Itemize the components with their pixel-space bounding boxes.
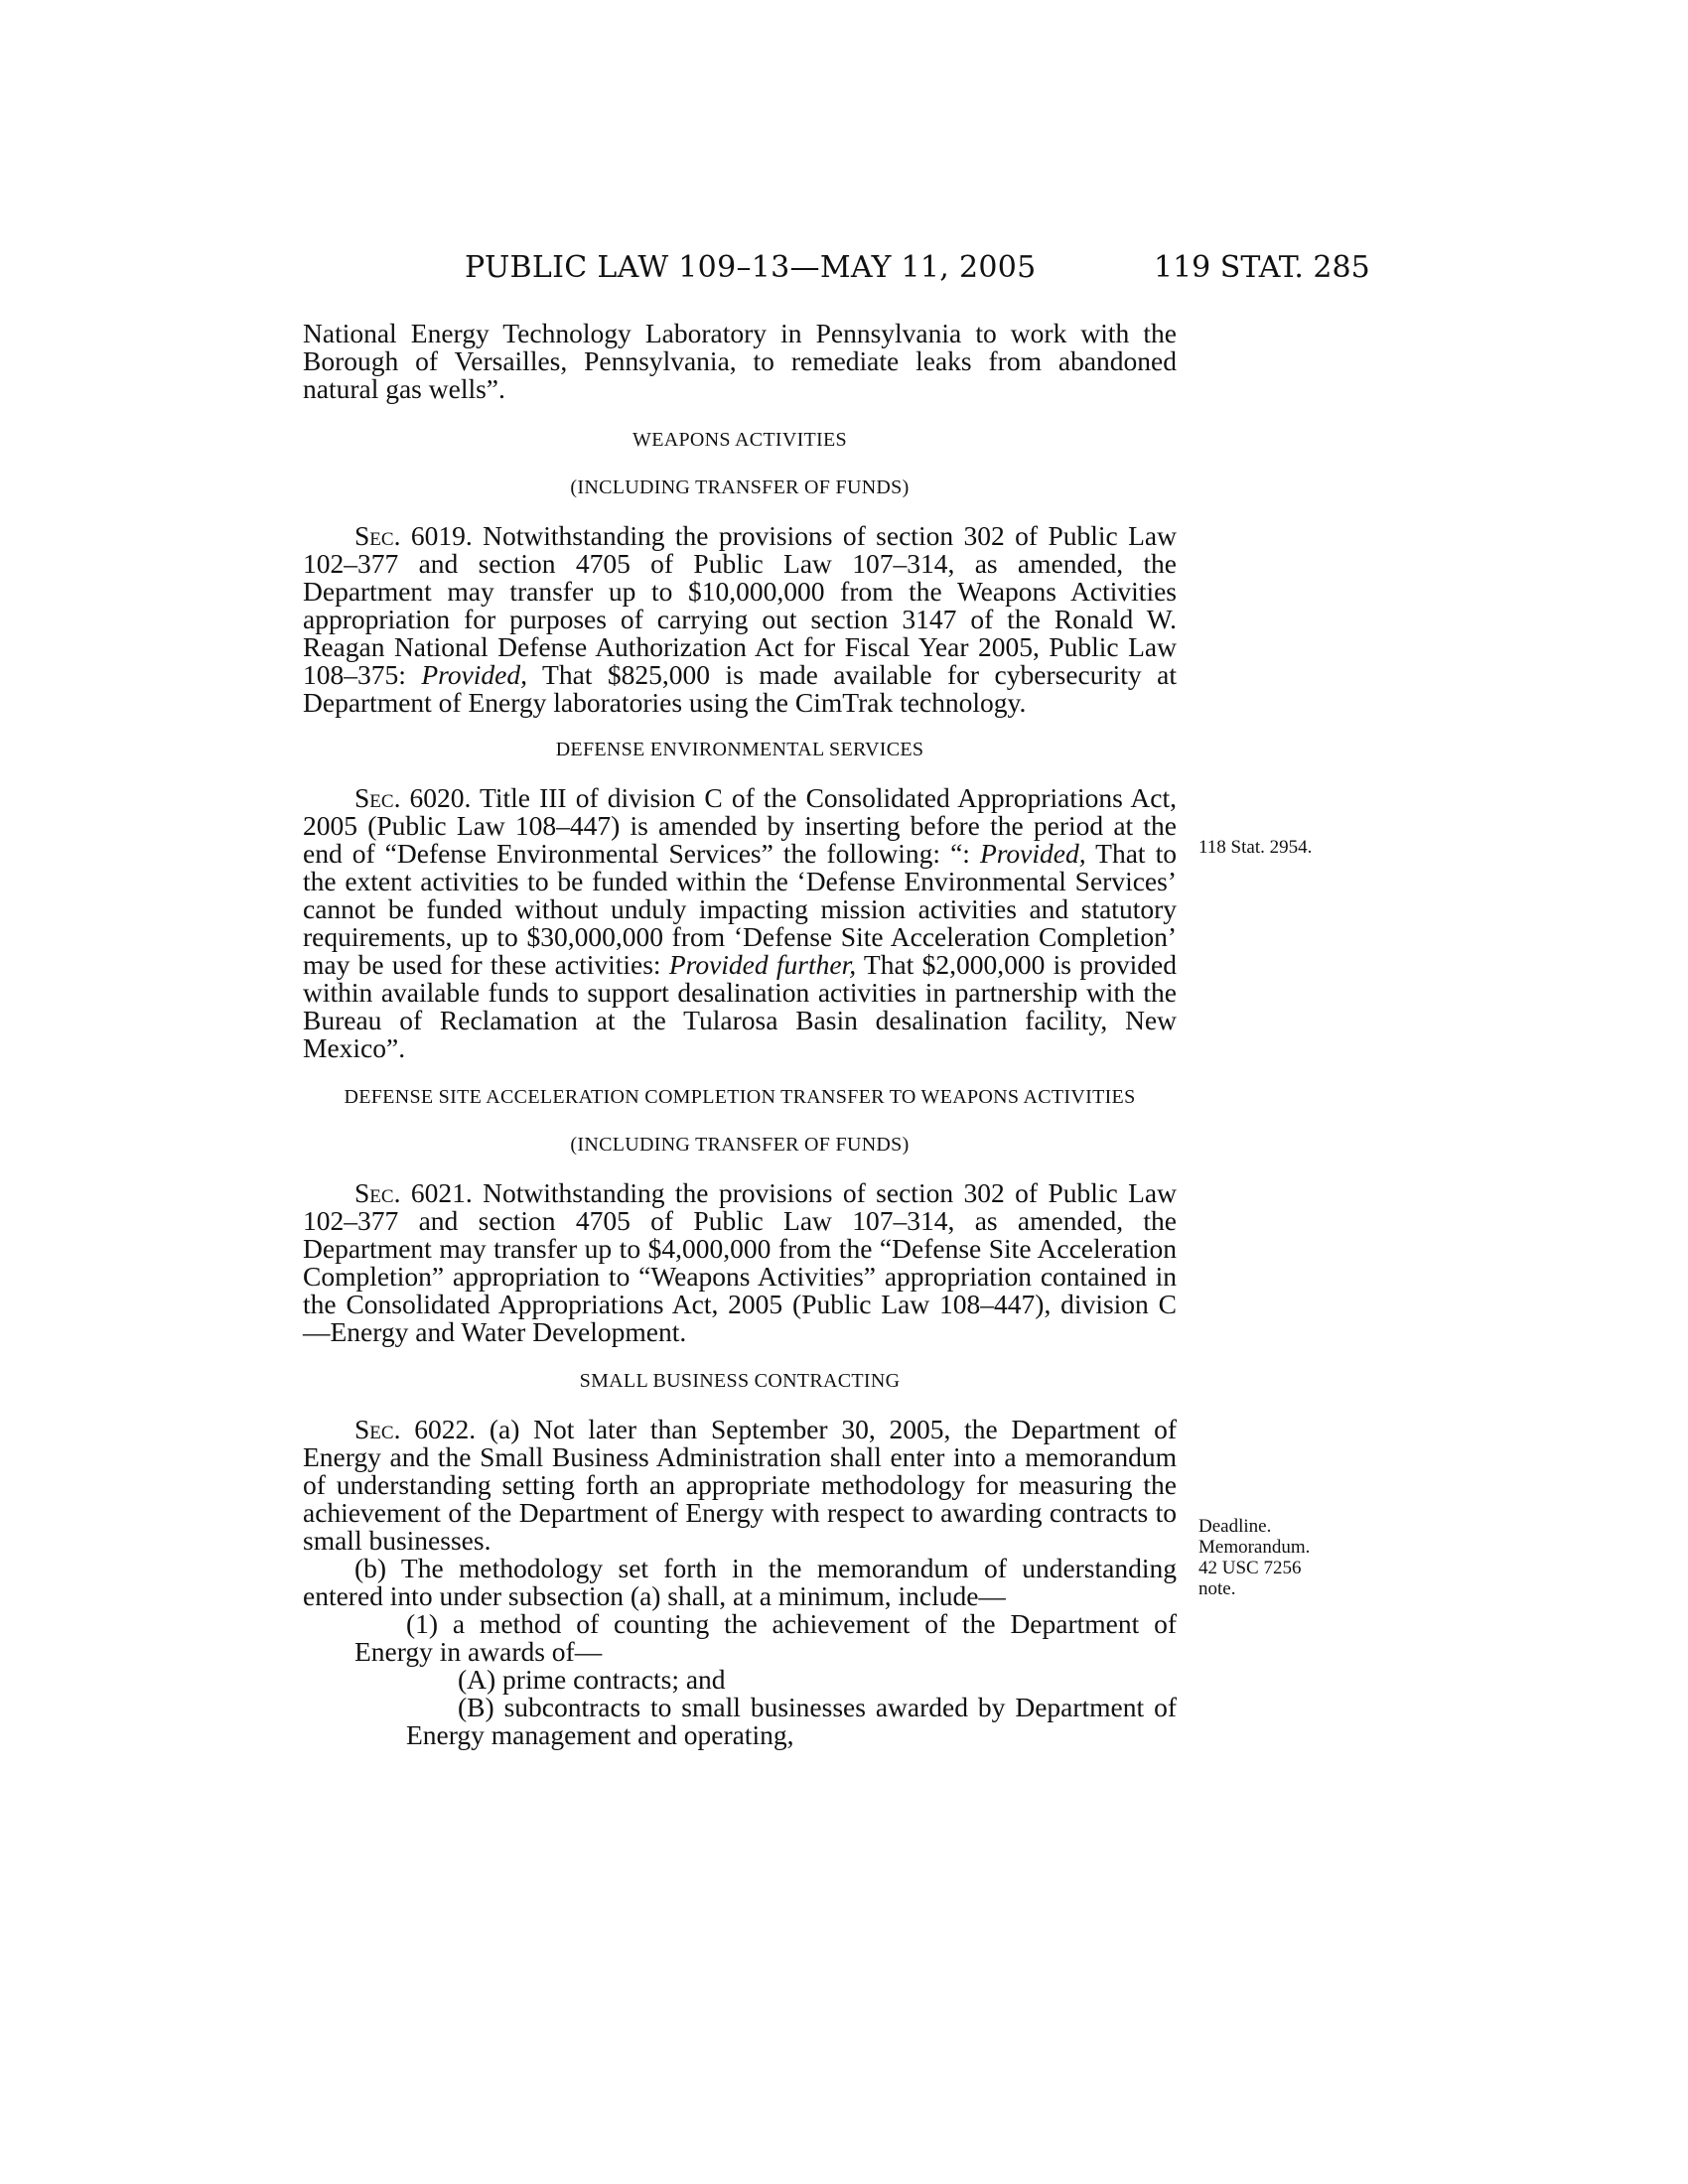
section-text: Title III of division C of the Consolidated Appropriations Act, 2005 (Public Law 108–447) is amended by inserting before the period at the end of “Defense Environmental Services” the following: “: — [303, 782, 1177, 869]
page-header — [0, 250, 1688, 290]
section-6022-b1A: (A) prime contracts; and — [458, 1664, 726, 1695]
section-6019 — [303, 522, 1177, 717]
document-body — [303, 320, 1177, 1749]
section-text: That $825,000 is made available for cybersecurity at Department of Energy laboratories using the CimTrak technology. — [303, 659, 1177, 718]
section-6022-b1B: (B) subcontracts to small businesses awarded by Department of Energy management and operating, — [406, 1692, 1177, 1750]
heading-dsac-transfer: DEFENSE SITE ACCELERATION COMPLETION TRANSFER TO WEAPONS ACTIVITIES — [344, 1086, 1136, 1108]
provided-text: Provided, — [421, 659, 528, 690]
margin-notes-sec6022 — [1198, 1516, 1310, 1599]
margin-note-deadline: Deadline. — [1198, 1516, 1272, 1537]
section-label: Sec. 6021. — [354, 1177, 473, 1208]
heading-small-business-contracting: SMALL BUSINESS CONTRACTING — [579, 1370, 901, 1392]
heading-including-transfer-2: (INCLUDING TRANSFER OF FUNDS) — [570, 1134, 910, 1156]
section-text: That to the extent activities to be funded within the ‘Defense Environmental Services’ cannot be funded without unduly impacting mission activities and statutory requirements, up to $30,000,000 from ‘Defense Site Acceleration Completion’ may be used for these activities: — [303, 838, 1177, 980]
provided-further-text: Provided further, — [668, 949, 857, 980]
margin-note-usc-note: note. — [1198, 1578, 1236, 1599]
section-6022-b: (b) The methodology set forth in the memorandum of understanding entered into under subsection (a) shall, at a minimum, include— — [303, 1553, 1177, 1611]
section-6021 — [303, 1179, 1177, 1346]
heading-defense-environmental-services: DEFENSE ENVIRONMENTAL SERVICES — [555, 739, 924, 760]
section-6022-a — [303, 1416, 1177, 1555]
section-6022-b1: (1) a method of counting the achievement of the Department of Energy in awards of— — [354, 1608, 1177, 1667]
section-label: Sec. 6019. — [354, 520, 473, 551]
section-label: Sec. 6022. — [354, 1414, 477, 1444]
running-head: PUBLIC LAW 109–13—MAY 11, 2005 — [465, 250, 1037, 285]
margin-note-stat-reference: 118 Stat. 2954. — [1198, 837, 1313, 858]
section-text: (a) Not later than September 30, 2005, the Department of Energy and the Small Business Administration shall enter into a memorandum of understanding setting forth an appropriate methodology for measuring the achievement of the Department of Energy with respect to awarding contracts to small businesses. — [303, 1414, 1177, 1556]
section-text: Notwithstanding the provisions of section 302 of Public Law 102–377 and section 4705 of Public Law 107–314, as amended, the Department may transfer up to $10,000,000 from the Weapons Activities appropriation for purposes of carrying out section 3147 of the Ronald W. Reagan National Defense Authorization Act for Fiscal Year 2005, Public Law 108–375: — [303, 520, 1177, 690]
section-text: Notwithstanding the provisions of section 302 of Public Law 102–377 and section 4705 of Public Law 107–314, as amended, the Department may transfer up to $4,000,000 from the “Defense Site Acceleration Completion” appropriation to “Weapons Activities” appropriation contained in the Consolidated Appropriations Act, 2005 (Public Law 108–447), division C—Energy and Water Development. — [303, 1177, 1177, 1347]
intro-paragraph: National Energy Technology Laboratory in Pennsylvania to work with the Borough of Versailles, Pennsylvania, to remediate leaks from abandoned natural gas wells”. — [303, 318, 1177, 404]
provided-text: Provided, — [979, 838, 1086, 869]
section-text: That $2,000,000 is provided within available funds to support desalination activities in partnership with the Bureau of Reclamation at the Tularosa Basin desalination facility, New Mexico”. — [303, 949, 1177, 1063]
margin-note-usc: 42 USC 7256 — [1198, 1558, 1302, 1578]
margin-note-memorandum: Memorandum. — [1198, 1537, 1311, 1558]
heading-including-transfer: (INCLUDING TRANSFER OF FUNDS) — [570, 477, 910, 498]
stat-page-number: 119 STAT. 285 — [1154, 250, 1370, 285]
section-label: Sec. 6020. — [354, 782, 472, 813]
section-6020 — [303, 784, 1177, 1062]
heading-weapons-activities: WEAPONS ACTIVITIES — [633, 429, 847, 451]
